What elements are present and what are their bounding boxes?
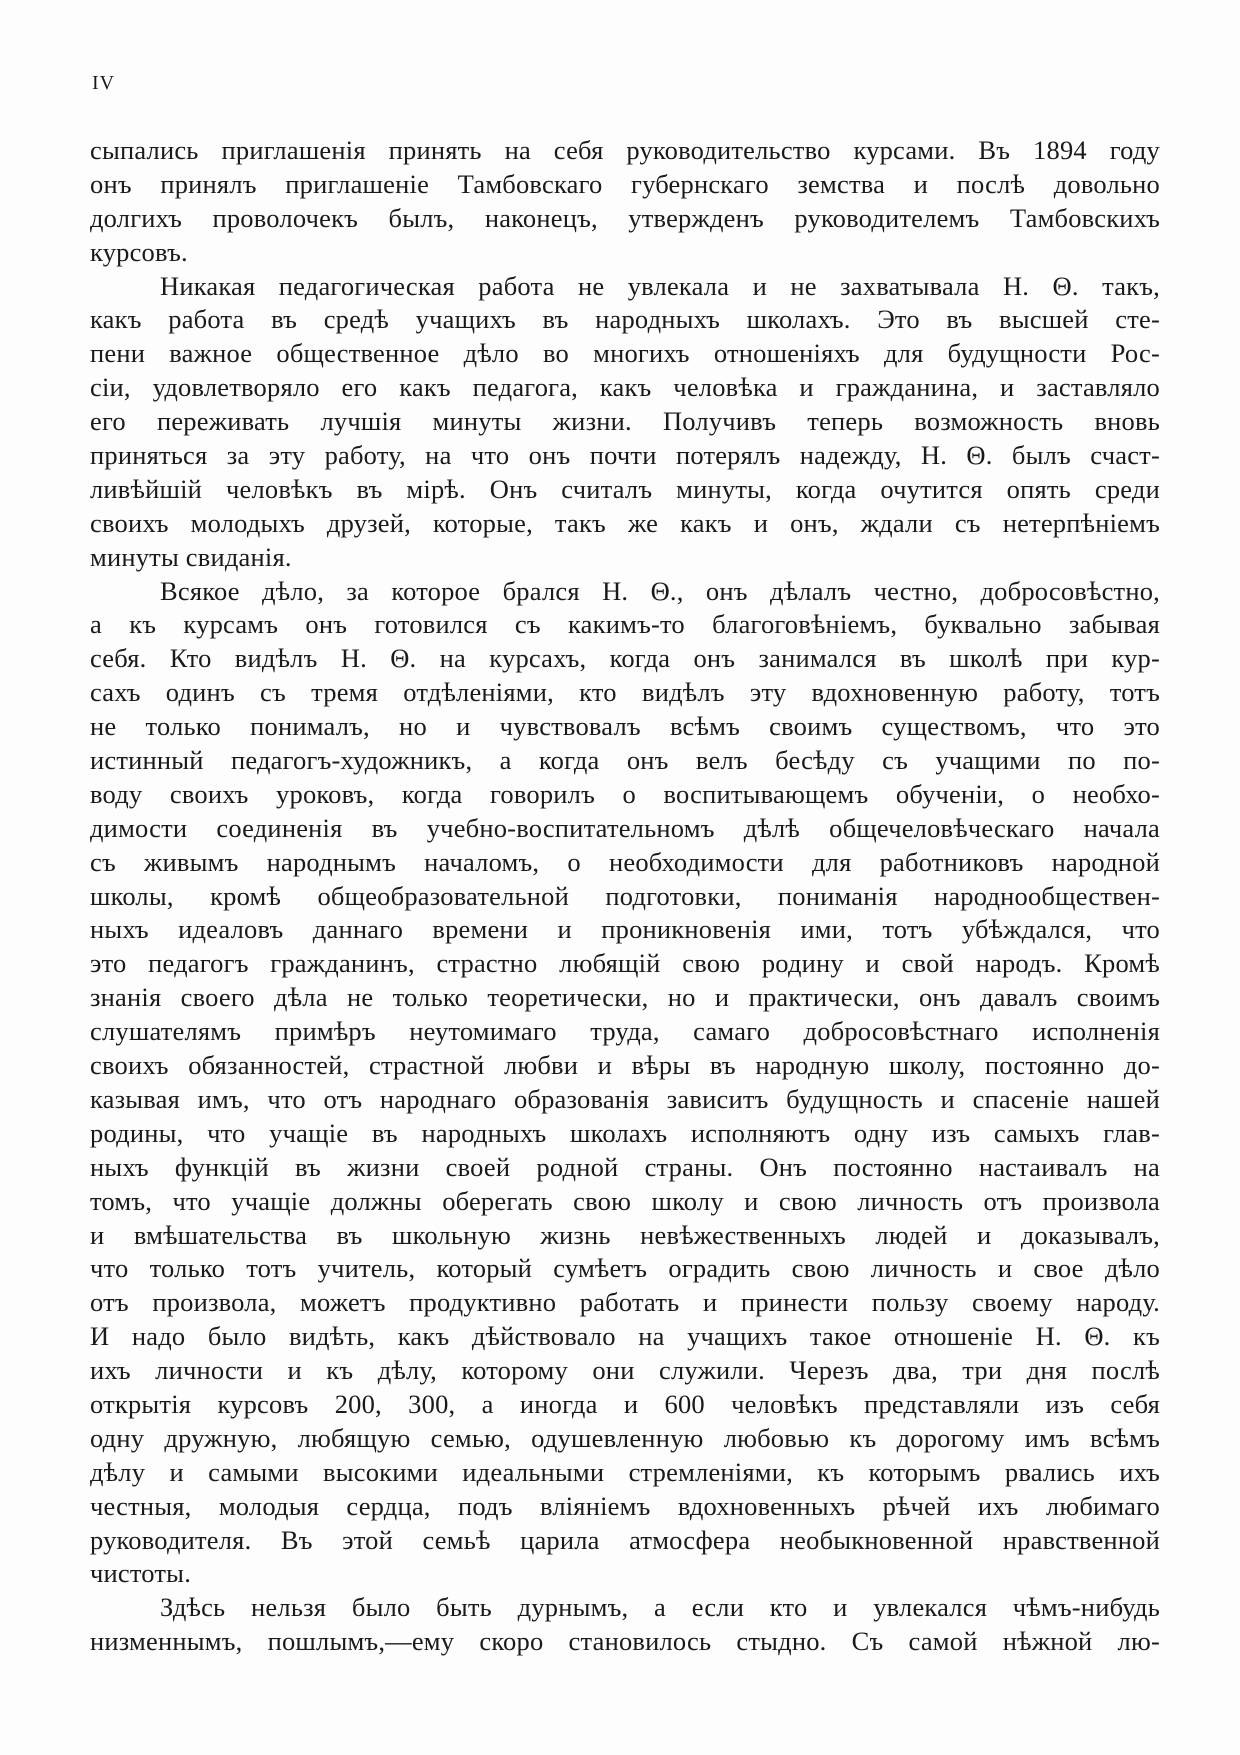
- page-number: IV: [92, 72, 116, 94]
- text-line: И надо было видѣть, какъ дѣйствовало на учащихъ такое отношеніе Н. Θ. къ: [90, 1321, 1160, 1352]
- text-line: руководителя. Въ этой семьѣ царила атмосфера необыкновенной нравственной: [90, 1524, 1160, 1555]
- text-line: родины, что учащіе въ народныхъ школахъ исполняютъ одну изъ самыхъ глав-: [90, 1117, 1160, 1148]
- text-line: пени важное общественное дѣло во многихъ отношеніяхъ для будущности Рос-: [90, 338, 1160, 369]
- text-line: его переживать лучшія минуты жизни. Получивъ теперь возможность вновь: [90, 406, 1160, 437]
- text-line: сыпались приглашенія принять на себя руководительство курсами. Въ 1894 году: [90, 135, 1160, 165]
- text-line: дѣлу и самыми высокими идеальными стремленіями, къ которымъ рвались ихъ: [90, 1456, 1160, 1487]
- text-line: своихъ молодыхъ друзей, которые, такъ же какъ и онъ, ждали съ нетерпѣніемъ: [90, 507, 1160, 538]
- text-line: отъ произвола, можетъ продуктивно работать и принести пользу своему народу.: [90, 1287, 1160, 1318]
- text-line: ливѣйшій человѣкъ въ мірѣ. Онъ считалъ минуты, когда очутится опять среди: [90, 473, 1160, 504]
- text-line: низменнымъ, пошлымъ,—ему скоро становилось стыдно. Съ самой нѣжной лю-: [90, 1626, 1160, 1657]
- text-line: Никакая педагогическая работа не увлекала и не захватывала Н. Θ. такъ,: [160, 270, 1160, 301]
- text-line: Здѣсь нельзя было быть дурнымъ, а если кто и увлекался чѣмъ-нибудь: [160, 1592, 1160, 1623]
- text-line: сахъ одинъ съ тремя отдѣленіями, кто видѣлъ эту вдохновенную работу, тотъ: [90, 677, 1160, 708]
- text-line: съ живымъ народнымъ началомъ, о необходимости для работниковъ народной: [90, 846, 1160, 877]
- text-line: какъ работа въ средѣ учащихъ въ народныхъ школахъ. Это въ высшей сте-: [90, 304, 1160, 335]
- text-line: не только понималъ, но и чувствовалъ всѣмъ своимъ существомъ, что это: [90, 711, 1160, 742]
- text-line: ныхъ функцій въ жизни своей родной страны. Онъ постоянно настаивалъ на: [90, 1151, 1160, 1182]
- text-line: ныхъ идеаловъ даннаго времени и проникновенія ими, тотъ убѣждался, что: [90, 914, 1160, 945]
- text-line: чистоты.: [90, 1558, 192, 1589]
- text-line: казывая имъ, что отъ народнаго образованія зависитъ будущность и спасеніе нашей: [90, 1083, 1160, 1114]
- text-line: одну дружную, любящую семью, одушевленную любовью къ дорогому имъ всѣмъ: [90, 1422, 1160, 1453]
- text-line: курсовъ.: [90, 236, 188, 267]
- text-line: томъ, что учащіе должны оберегать свою школу и свою личность отъ произвола: [90, 1185, 1160, 1216]
- text-line: школы, кромѣ общеобразовательной подготовки, пониманія народнообществен-: [90, 880, 1160, 911]
- text-line: сіи, удовлетворяло его какъ педагога, какъ человѣка и гражданина, и заставляло: [90, 372, 1160, 403]
- text-line: ихъ личности и къ дѣлу, которому они служили. Черезъ два, три дня послѣ: [90, 1355, 1160, 1386]
- text-line: Всякое дѣло, за которое брался Н. Θ., онъ дѣлалъ честно, добросовѣстно,: [160, 575, 1160, 606]
- text-line: а къ курсамъ онъ готовился съ какимъ-то благоговѣніемъ, буквально забывая: [90, 609, 1160, 640]
- text-line: приняться за эту работу, на что онъ почти потерялъ надежду, Н. Θ. былъ счаст-: [90, 440, 1160, 471]
- text-line: димости соединенія въ учебно-воспитательномъ дѣлѣ общечеловѣческаго начала: [90, 812, 1160, 843]
- text-line: воду своихъ уроковъ, когда говорилъ о воспитывающемъ обученіи, о необхо-: [90, 778, 1160, 809]
- text-line: себя. Кто видѣлъ Н. Θ. на курсахъ, когда онъ занимался въ школѣ при кур-: [90, 643, 1160, 674]
- body-text: [90, 134, 1160, 1659]
- text-line: своихъ обязанностей, страстной любви и вѣры въ народную школу, постоянно до-: [90, 1050, 1160, 1081]
- text-line: и вмѣшательства въ школьную жизнь невѣжественныхъ людей и доказывалъ,: [90, 1219, 1160, 1250]
- text-line: онъ принялъ приглашеніе Тамбовскаго губернскаго земства и послѣ довольно: [90, 168, 1160, 199]
- text-line: что только тотъ учитель, который сумѣетъ оградить свою личность и свое дѣло: [90, 1253, 1160, 1284]
- text-line: открытія курсовъ 200, 300, а иногда и 600 человѣкъ представляли изъ себя: [90, 1388, 1160, 1419]
- text-line: слушателямъ примѣръ неутомимаго труда, самаго добросовѣстнаго исполненія: [90, 1016, 1160, 1047]
- text-line: минуты свиданія.: [90, 541, 292, 572]
- text-line: честныя, молодыя сердца, подъ вліяніемъ вдохновенныхъ рѣчей ихъ любимаго: [90, 1490, 1160, 1521]
- text-line: истинный педагогъ-художникъ, а когда онъ велъ бесѣду съ учащими по по-: [90, 745, 1160, 776]
- text-line: это педагогъ гражданинъ, страстно любящій свою родину и свой народъ. Кромѣ: [90, 948, 1160, 979]
- text-line: знанія своего дѣла не только теоретически, но и практически, онъ давалъ своимъ: [90, 982, 1160, 1013]
- text-line: долгихъ проволочекъ былъ, наконецъ, утвержденъ руководителемъ Тамбовскихъ: [90, 202, 1160, 233]
